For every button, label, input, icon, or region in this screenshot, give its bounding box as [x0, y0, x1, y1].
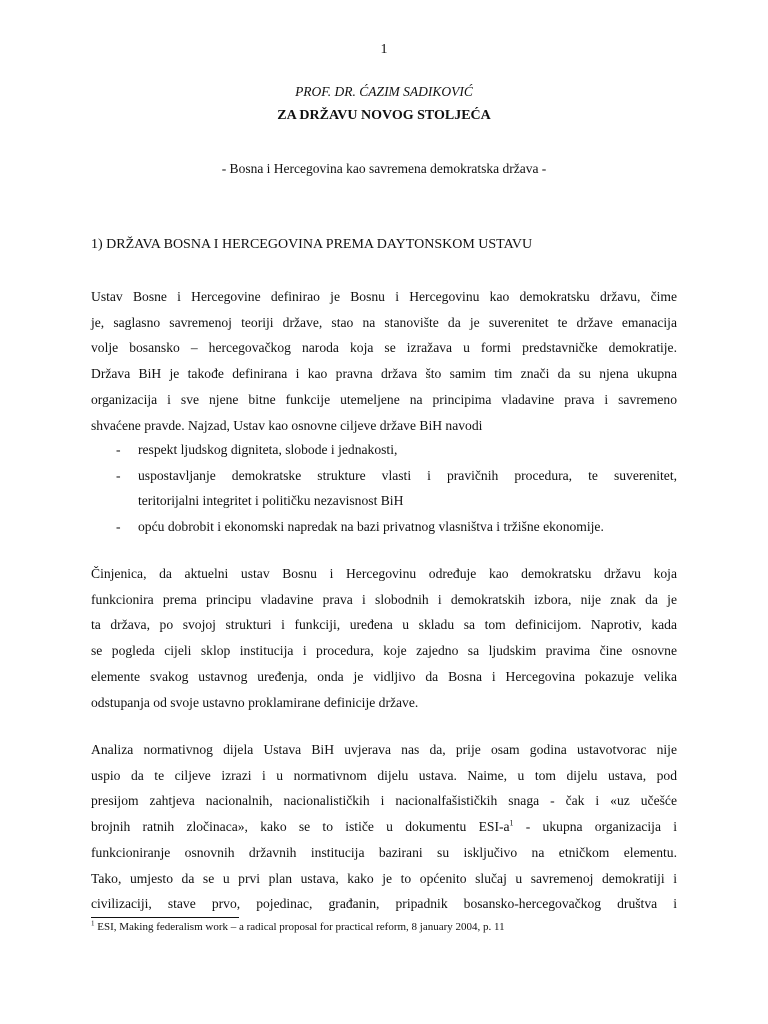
paragraph-line: ta država, po svojoj strukturi i funkciji, uređena u skladu sa tom definicijom. Naprotiv, kada — [91, 617, 677, 633]
list-item — [91, 437, 677, 463]
paragraph-line: elemente svakog ustavnog uređenja, onda je vidljivo da Bosna i Hercegovina pokazuje velika — [91, 668, 677, 684]
paragraph-line: Država BiH je takođe definirana i kao pravna država što samim tim znači da su njena ukupna — [91, 366, 677, 382]
paragraph-line: volje bosansko – hercegovačkog naroda koja se izražava u formi predstavničke demokratije. — [91, 340, 677, 356]
list-item — [91, 514, 677, 540]
list-dash: - — [116, 442, 121, 457]
paragraph-line: uspio da te ciljeve izrazi i u normativnom dijelu ustava. Naime, u tom dijelu ustava, pod — [91, 767, 677, 783]
paragraph-line: je, saglasno savremenoj teoriji države, stao na stanovište da je suverenitet te države emanacija — [91, 314, 677, 330]
paragraph-line: civilizaciji, stave prvo, pojedinac, građanin, pripadnik bosansko-hercegovačkog društva i — [91, 896, 677, 912]
footnote — [91, 921, 505, 933]
paragraph-2 — [91, 561, 677, 715]
list-item-line: respekt ljudskog digniteta, slobode i jednakosti, — [138, 442, 398, 457]
paragraph-line: se pogleda cijeli sklop institucija i procedura, koje zajedno sa ljudskim pravima čine osnovne — [91, 643, 677, 659]
paragraph-line: Ustav Bosne i Hercegovine definirao je Bosnu i Hercegovinu kao demokratsku državu, čime — [91, 289, 677, 304]
paragraph-1 — [91, 284, 677, 438]
list-item-line: opću dobrobit i ekonomski napredak na bazi privatnog vlasništva i tržišne ekonomije. — [138, 519, 604, 535]
paragraph-line: presijom zahtjeva nacionalnih, nacionalističkih i nacionalfašističkih snaga - čak i «uz učešće — [91, 793, 677, 809]
paragraph-line-with-footnote-ref — [91, 814, 677, 840]
page-number: 1 — [380, 42, 388, 57]
goals-list — [91, 437, 677, 540]
paragraph-line: odstupanja od svoje ustavno proklamirane definicije države. — [91, 694, 419, 710]
author-name: PROF. DR. ĆAZIM SADIKOVIĆ — [295, 84, 473, 99]
footnote-marker: 1 — [91, 919, 95, 928]
paragraph-3 — [91, 737, 677, 917]
footnote-reference[interactable]: 1 — [509, 818, 514, 828]
list-item — [91, 463, 677, 514]
paragraph-line: Činjenica, da aktuelni ustav Bosnu i Hercegovinu određuje kao demokratsku državu koja — [91, 566, 677, 581]
paragraph-line: Analiza normativnog dijela Ustava BiH uvjerava nas da, prije osam godina ustavotvorac nije — [91, 742, 677, 757]
paragraph-line: shvaćene pravde. Najzad, Ustav kao osnovne ciljeve države BiH navodi — [91, 417, 483, 433]
paragraph-text: brojnih ratnih zločinaca», kako se to ističe u dokumentu ESI-a — [91, 819, 510, 835]
footnote-separator — [91, 917, 239, 918]
paragraph-line: Tako, umjesto da se u prvi plan ustava, kako je to općenito slučaj u savremenoj demokratiji i — [91, 870, 677, 886]
paragraph-line: organizacija i sve njene bitne funkcije utemeljene na principima vladavine prava i savremeno — [91, 391, 677, 407]
paragraph-text: - ukupna organizacija i — [513, 819, 677, 835]
paragraph-line: funkcioniranje osnovnih državnih institucija bazirani su isključivo na etničkom elementu. — [91, 844, 677, 860]
document-subtitle: - Bosna i Hercegovina kao savremena demokratska država - — [221, 161, 547, 176]
footnote-text: ESI, Making federalism work – a radical proposal for practical reform, 8 january 2004, p. 11 — [94, 921, 505, 933]
list-item-line: teritorijalni integritet i političku nezavisnost BiH — [138, 493, 404, 509]
section-heading: 1) DRŽAVA BOSNA I HERCEGOVINA PREMA DAYTONSKOM USTAVU — [91, 237, 533, 252]
list-item-line: uspostavljanje demokratske strukture vlasti i pravičnih procedura, te suverenitet, — [138, 467, 677, 483]
paragraph-line: funkcionira prema principu vladavine prava i slobodnih i demokratskih izbora, nije znak da je — [91, 591, 677, 607]
list-dash: - — [116, 519, 121, 535]
document-title: ZA DRŽAVU NOVOG STOLJEĆA — [277, 108, 491, 123]
list-dash: - — [116, 467, 121, 483]
